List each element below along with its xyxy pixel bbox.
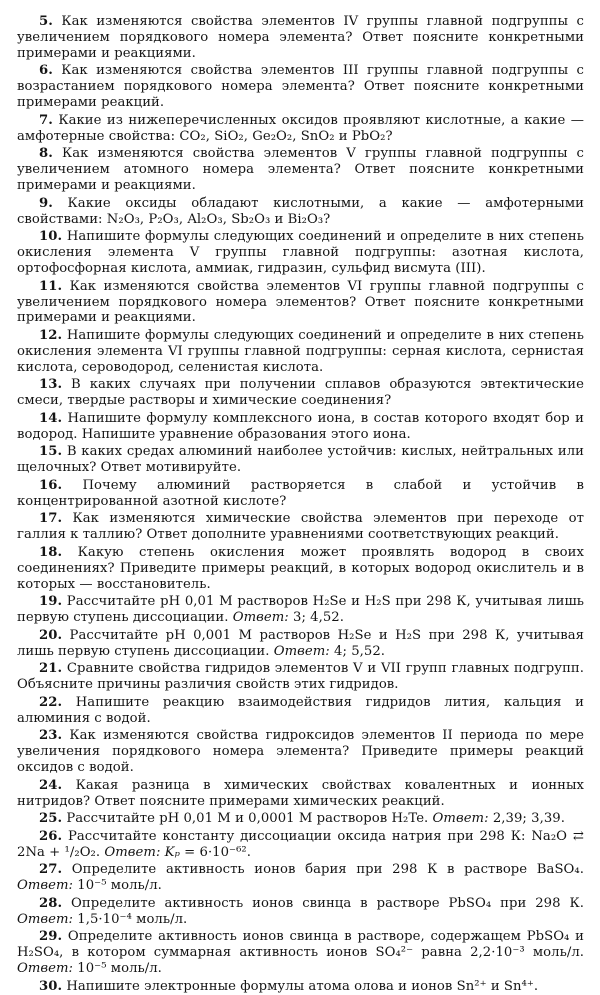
answer-value: 1,5·10⁻⁴ моль/л. [77, 911, 188, 927]
answer-value: 4; 5,52. [334, 643, 386, 659]
question-text: Как изменяются свойства гидроксидов элементов II периода по мере увеличения порядкового номера элемента? Приведите примеры реакций оксидов с водой. [17, 728, 584, 776]
question-text: Напишите электронные формулы атома олова и ионов Sn²⁺ и Sn⁴⁺. [66, 978, 539, 994]
answer-value: = 6·10⁻⁶². [184, 844, 251, 860]
answer-label: Ответ: [232, 610, 289, 626]
question-number: 21. [39, 661, 63, 677]
question-number: 7. [39, 112, 53, 128]
question-number: 17. [39, 511, 63, 527]
question-text: Определите активность ионов бария при 298 К в растворе BaSO₄. [71, 862, 584, 878]
question-23 [17, 728, 584, 776]
answer-label: Ответ: [17, 961, 74, 977]
question-number: 25. [39, 811, 63, 827]
answer-label: Ответ: [273, 643, 330, 659]
question-11 [17, 279, 584, 327]
question-number: 28. [39, 895, 63, 911]
question-25 [17, 811, 584, 827]
question-22 [17, 695, 584, 727]
question-6 [17, 63, 584, 111]
question-number: 30. [39, 978, 63, 994]
question-13 [17, 377, 584, 409]
question-20 [17, 628, 584, 660]
question-19 [17, 594, 584, 626]
answer-value: 10⁻⁵ моль/л. [77, 961, 162, 977]
question-10 [17, 229, 584, 277]
question-9 [17, 196, 584, 228]
question-18 [17, 545, 584, 593]
question-text: Какие оксиды обладают кислотными, а какие — амфотерными свойствами: N₂O₃, P₂O₃, Al₂O₃, Sb₂O₃ и Bi₂O₃? [17, 195, 584, 227]
answer-value: 3; 4,52. [293, 610, 344, 626]
question-text: Какая разница в химических свойствах ковалентных и ионных нитридов? Ответ поясните примерами химических реакций. [17, 777, 584, 809]
question-text: Определите активность ионов свинца в растворе PbSO₄ при 298 К. [71, 895, 584, 911]
question-28 [17, 896, 584, 928]
question-number: 26. [39, 828, 63, 844]
question-number: 23. [39, 728, 63, 744]
answer-value: 10⁻⁵ моль/л. [77, 878, 162, 894]
question-number: 10. [39, 229, 63, 245]
question-text: Рассчитайте pH 0,01 M и 0,0001 M растворов H₂Te. [66, 811, 429, 827]
question-text: Какие из нижеперечисленных оксидов проявляют кислотные, а какие — амфотерные свойства: CO₂, SiO₂, Ge₂O₂, SnO₂ и PbO₂? [17, 112, 584, 144]
question-text: Рассчитайте pH 0,001 M растворов H₂Se и H₂S при 298 К, учитывая лишь первую ступень диссоциации. [17, 627, 584, 659]
question-27 [17, 862, 584, 894]
question-26 [17, 829, 584, 861]
question-15 [17, 444, 584, 476]
question-number: 9. [39, 195, 53, 211]
question-text: Рассчитайте константу диссоциации оксида натрия при 298 К: Na₂O ⇄ 2Na + ¹/₂O₂. [17, 828, 584, 860]
question-text: Какую степень окисления может проявлять водород в своих соединениях? Приведите примеры реакций, в которых водород окислитель и в которых — восстановитель. [17, 544, 584, 592]
question-17 [17, 511, 584, 543]
question-14 [17, 411, 584, 443]
question-number: 29. [39, 929, 63, 945]
question-text: Напишите формулы следующих соединений и определите в них степень окисления элемента V группы главной подгруппы: азотная кислота, ортофосфорная кислота, аммиак, гидразин, сульфид висмута (III). [17, 229, 584, 277]
question-12 [17, 328, 584, 376]
question-text: В каких средах алюминий наиболее устойчив: кислых, нейтральных или щелочных? Ответ мотивируйте. [17, 444, 584, 476]
question-21 [17, 661, 584, 693]
question-text: Как изменяются свойства элементов III группы главной подгруппы с возрастанием порядкового номера элемента? Ответ поясните конкретными примерами реакций. [17, 63, 584, 111]
question-text: Как изменяются свойства элементов V группы главной подгруппы с увеличением атомного номера элемента? Ответ поясните конкретными примерами и реакциями. [17, 146, 584, 194]
question-text: Напишите реакцию взаимодействия гидридов лития, кальция и алюминия с водой. [17, 694, 584, 726]
answer-label: Ответ: [17, 878, 74, 894]
question-number: 14. [39, 410, 63, 426]
answer-value: 2,39; 3,39. [492, 811, 565, 827]
question-number: 20. [39, 627, 63, 643]
question-text: Сравните свойства гидридов элементов V и VII групп главных подгрупп. Объясните причины различия свойств этих гидридов. [17, 661, 585, 693]
question-number: 5. [39, 14, 53, 29]
question-text: Напишите формулу комплексного иона, в состав которого входят бор и водород. Напишите уравнение образования этого иона. [17, 410, 584, 442]
question-text: Определите активность ионов свинца в растворе, содержащем PbSO₄ и H₂SO₄, в котором суммарная активность ионов SO₄²⁻ равна 2,2·10⁻³ моль/л. [17, 929, 584, 961]
question-text: В каких случаях при получении сплавов образуются эвтектические смеси, твердые растворы и химические соединения? [17, 377, 584, 409]
question-5 [17, 14, 584, 62]
question-29 [17, 929, 584, 977]
question-text: Как изменяются свойства элементов VI группы главной подгруппы с увеличением порядкового номера элементов? Ответ поясните конкретными примерами и реакциями. [17, 278, 584, 326]
answer-label: Ответ: [432, 811, 489, 827]
question-number: 18. [39, 544, 63, 560]
question-30 [17, 979, 584, 995]
question-number: 16. [39, 477, 63, 493]
question-24 [17, 778, 584, 810]
question-text: Рассчитайте pH 0,01 M растворов H₂Se и H₂S при 298 К, учитывая лишь первую ступень диссоциации. [17, 594, 584, 626]
question-number: 11. [39, 278, 63, 294]
answer-label: Ответ: [17, 911, 74, 927]
question-number: 6. [39, 63, 53, 79]
question-number: 15. [39, 444, 63, 460]
question-16 [17, 478, 584, 510]
question-number: 27. [39, 862, 63, 878]
question-text: Почему алюминий растворяется в слабой и устойчив в концентрированной азотной кислоте? [17, 477, 584, 509]
question-number: 24. [39, 777, 63, 793]
question-text: Как изменяются свойства элементов IV группы главной подгруппы с увеличением порядкового номера элемента? Ответ поясните конкретными примерами и реакциями. [17, 14, 584, 61]
question-7 [17, 113, 584, 145]
question-number: 22. [39, 694, 63, 710]
question-text: Напишите формулы следующих соединений и определите в них степень окисления элемента VI группы главной подгруппы: серная кислота, сернистая кислота, сероводород, селенистая кислота. [17, 328, 584, 375]
question-number: 19. [39, 594, 63, 610]
question-number: 12. [39, 328, 63, 344]
question-number: 13. [39, 377, 63, 393]
question-text: Как изменяются химические свойства элементов при переходе от галлия к таллию? Ответ дополните уравнениями соответствующих реакций. [17, 511, 584, 543]
question-8 [17, 146, 584, 194]
answer-label: Ответ: Kₚ [104, 844, 180, 860]
question-number: 8. [39, 146, 53, 162]
